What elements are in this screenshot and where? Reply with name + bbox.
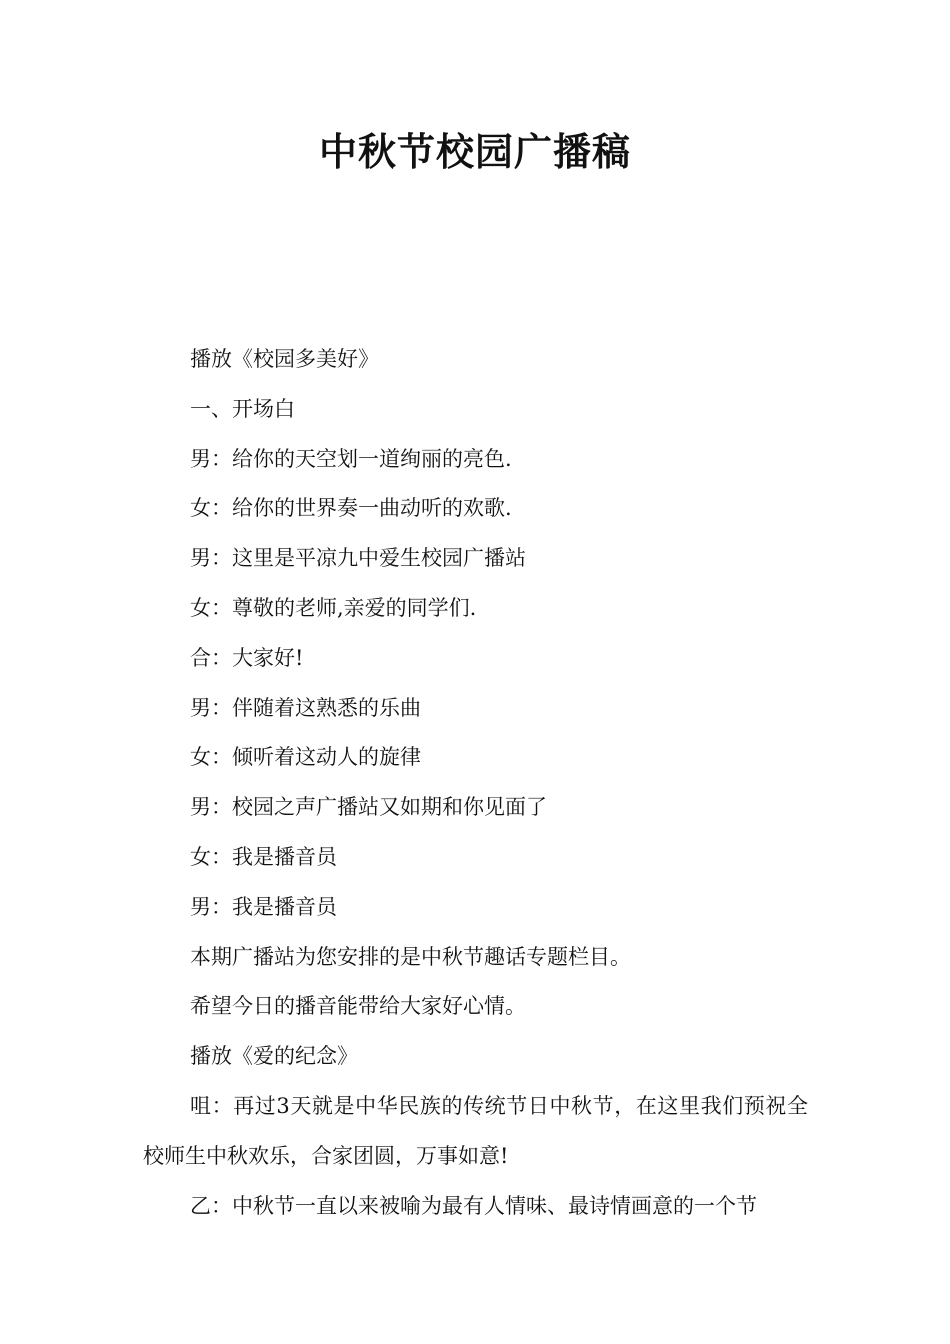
paragraph-line: 希望今日的播音能带给大家好心情。 (190, 994, 526, 1019)
paragraph-line: 咀：再过3天就是中华民族的传统节日中秋节，在这里我们预祝全校师生中秋欢乐，合家团圆，万事如意! (143, 1093, 808, 1168)
document-title: 中秋节校园广播稿 (318, 130, 631, 174)
paragraph-line: 合：大家好! (190, 645, 304, 670)
paragraph-line: 男：校园之声广播站又如期和你见面了 (190, 795, 547, 820)
paragraph-line: 男：我是播音员 (190, 894, 337, 919)
paragraph-line: 男：给你的天空划一道绚丽的亮色. (190, 446, 512, 471)
paragraph-line: 本期广播站为您安排的是中秋节趣话专题栏目。 (190, 944, 631, 969)
paragraph-play-song: 播放《爱的纪念》 (190, 1044, 358, 1069)
paragraph-line: 女：给你的世界奏一曲动听的欢歌. (190, 496, 512, 521)
section-heading-opening: 一、开场白 (190, 396, 295, 421)
paragraph-play-song: 播放《校园多美好》 (190, 347, 379, 371)
paragraph-line: 乙：中秋节一直以来被喻为最有人情味、最诗情画意的一个节 (190, 1193, 757, 1218)
paragraph-line: 女：我是播音员 (190, 844, 337, 869)
paragraph-line: 女：尊敬的老师,亲爱的同学们. (190, 595, 477, 620)
paragraph-line: 男：这里是平凉九中爱生校园广播站 (190, 546, 526, 571)
document-body (143, 335, 808, 1231)
paragraph-line: 女：倾听着这动人的旋律 (190, 745, 421, 770)
paragraph-line: 男：伴随着这熟悉的乐曲 (190, 695, 421, 720)
